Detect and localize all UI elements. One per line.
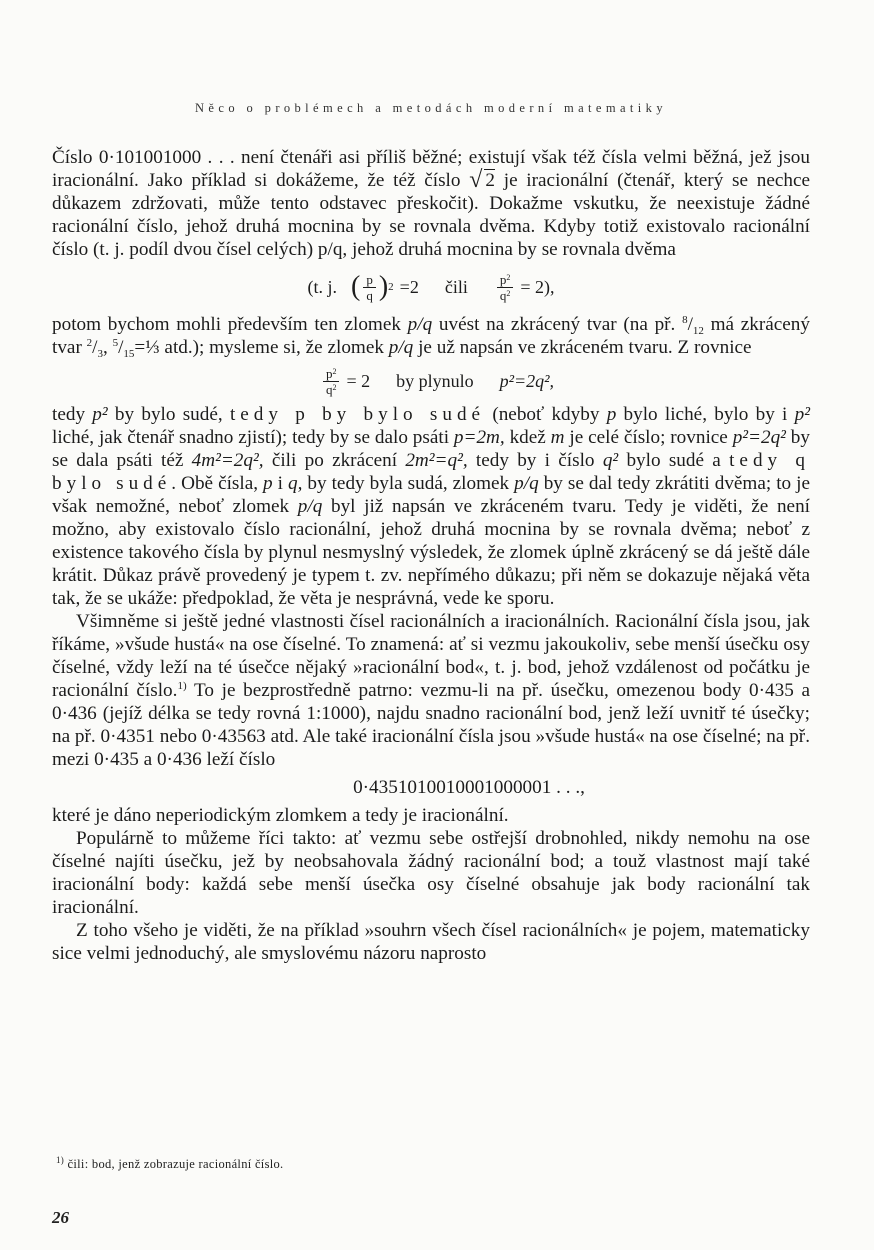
footnote [56, 1157, 756, 1172]
eq1-fraction: $\frac{p}{q}$ [363, 272, 376, 303]
book-page [52, 0, 810, 1250]
footnote-reference: 1) [177, 680, 187, 692]
page-number: 26 [52, 1208, 69, 1227]
paragraph-4: Všimněme si ještě jedné vlastnosti čísel racionálních a iracionálních. Racionální čísla jsou, jak říkáme, »všude hustá« na ose číselné. To znamená: ať si vezmu jakoukoliv, sebe menší úsečku osy číselné, vždy leží na té úsečce nějaký »racionální bod«, t. j. bod, jehož vzdálenost od počátku je racionální číslo.$^{1)}$ To je bezprostředně patrno: vezmu-li na př. úsečku, omezenou body 0·435 a 0·436 (jejíž délka se tedy rovná 1:1000), najdu snadno racionální bod, jenž leží uvnitř té úsečky; na př. 0·4351 nebo 0·43563 atd. Ale také iracionální čísla jsou »všude hustá« na ose číselné; na př. mezi 0·435 a 0·436 leží číslo [52, 611, 811, 770]
paragraph-6: Populárně to můžeme říci takto: ať vezmu sebe ostřejší drobnohled, nikdy nemohu na ose číselné najíti úsečku, jež by neobsahovala žádný racionální bod; a touž vlastnost mají také iracionální body: každá sebe menší úsečka osy číselné obsahuje jak body racionální tak iracionální. [52, 828, 810, 918]
para1-text-a: Číslo 0·101001000 . . . není čtenáři asi příliš běžné; existují však též čísla velmi běžná, jež jsou iracionální. Jako příklad si dokážeme, že též číslo [52, 147, 810, 191]
para1-text-b: je iracionální (čtenář, který se nechce důkazem zdržovati, může tento odstavec přeskočit). Dokažme vskutku, že neexistuje žádné racionální číslo, jehož druhá mocnina by se rovnala dvěma. Kdyby totiž existovalo racionální číslo (t. j. podíl dvou čísel celých) p/q, jehož druhá mocnina by se rovnala dvěma [52, 170, 810, 260]
eq1-rhs2: = 2), [520, 276, 555, 297]
eq1-rhs: =2 [399, 276, 419, 297]
footnote-mark: 1) [56, 1155, 65, 1165]
eq2-rhs: = 2 [346, 370, 371, 391]
eq1-word: čili [444, 276, 468, 297]
footnote-text: čili: bod, jenž zobrazuje racionální číslo. [64, 1157, 284, 1171]
eq2-relation: p²=2q², [499, 370, 555, 391]
paragraph-2: potom bychom mohli především ten zlomek p/q uvést na zkrácený tvar (na př. $^8/_{12}$ má zkrácený tvar $^2/_3$, $^5/_{15}=\frac{1}{3}$ atd.); mysleme si, že zlomek p/q je už napsán ve zkráceném tvaru. Z rovnice [52, 314, 810, 360]
eq1-lead: (t. j. [307, 276, 338, 297]
running-header: Něco o problémech a metodách moderní matematiky [195, 101, 667, 115]
sqrt-symbol: √ [469, 167, 483, 193]
paragraph-1 [52, 146, 810, 261]
eq1-right-paren: ) [378, 271, 389, 302]
equation-2 [52, 359, 810, 403]
paragraph-3: tedy p² by bylo sudé, tedy p by bylo sudé (neboť kdyby p bylo liché, bylo by i p² liché, jak čtenář snadno zjistí); tedy by se dalo psáti p=2m, kdež m je celé číslo; rovnice p²=2q² by se dala psáti též 4m²=2q², čili po zkrácení 2m²=q², tedy by i číslo q² bylo sudé a tedy q bylo sudé. Obě čísla, p i q, by tedy byla sudá, zlomek p/q by se dal tedy zkrátiti dvěma; to je však nemožné, neboť zlomek p/q byl již napsán ve zkráceném tvaru. Tedy je viděti, že není možno, aby existovalo číslo racionální, jehož druhá mocnina by se rovnala dvěma; neboť z existence takového čísla by plynul nesmyslný výsledek, že zlomek úplně zkrácený se dá ještě dále krátit. Důkaz právě provedený je typem t. zv. nepřímého důkazu; při něm se dokazuje nějaká věta tak, že se ukáže: předpoklad, že věta je nesprávná, vede ke sporu. [52, 404, 810, 609]
equation-1: (t. j. ( $\frac{p}{q}$ ) 2 =2 čili $\frac{p^2}{q^2}$ = 2), [307, 271, 555, 303]
sqrt-argument: 2 [485, 170, 495, 191]
paragraph-7: Z toho všeho je viděti, že na příklad »souhrn všech čísel racionálních« je pojem, matematicky sice velmi jednoduchý, ale smyslovému názoru naprosto [52, 920, 810, 964]
paragraph-5: které je dáno neperiodickým zlomkem a tedy je iracionální. [52, 805, 509, 826]
irrational-number-example: 0·4351010010001000001 . . ., [353, 777, 585, 798]
eq1-fraction-squared: $\frac{p^2}{q^2}$ [497, 272, 514, 303]
eq2-fraction: $\frac{p^2}{q^2}$ [323, 366, 340, 397]
eq1-left-paren: ( [351, 271, 361, 302]
eq2-word: by plynulo [396, 370, 474, 391]
main-text [52, 146, 810, 965]
